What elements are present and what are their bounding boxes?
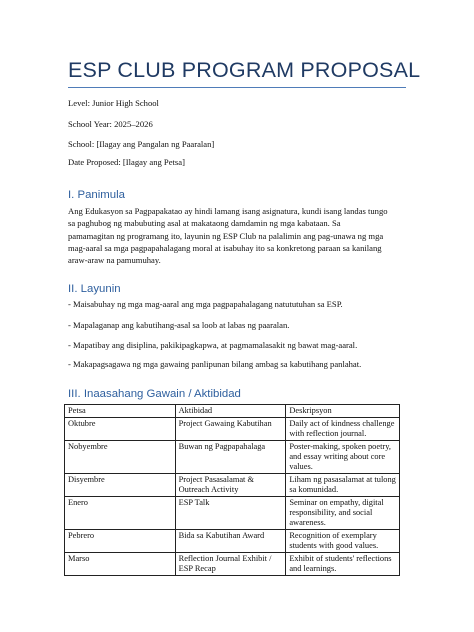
layunin-item: - Maisabuhay ng mga mag-aaral ang mga pagpapahalagang natututuhan sa ESP.: [68, 299, 343, 309]
panimula-line: Ang Edukasyon sa Pagpapakatao ay hindi lamang isang asignatura, kundi isang landas tungo: [68, 206, 388, 216]
cell-deskripsyon: Seminar on empathy, digital responsibility, and social awareness.: [286, 497, 400, 530]
table-row: [65, 530, 400, 553]
cell-petsa: Enero: [65, 497, 176, 530]
cell-petsa: Oktubre: [65, 418, 176, 441]
layunin-item: - Mapatibay ang disiplina, pakikipagkapwa, at pagmamalasakit ng bawat mag-aaral.: [68, 340, 358, 350]
meta-date-proposed: Date Proposed: [Ilagay ang Petsa]: [68, 157, 185, 167]
cell-deskripsyon: Liham ng pasasalamat at tulong sa komunidad.: [286, 474, 400, 497]
meta-school: School: [Ilagay ang Pangalan ng Paaralan]: [68, 139, 215, 149]
cell-aktibidad: Project Pasasalamat & Outreach Activity: [175, 474, 286, 497]
cell-aktibidad: Project Gawaing Kabutihan: [175, 418, 286, 441]
panimula-line: mag-aaral sa mga pagpapahalagang moral at isabuhay ito sa konkretong paraan sa kanilang: [68, 242, 382, 253]
title-rule: [68, 87, 406, 88]
table-row: [65, 441, 400, 474]
meta-level: Level: Junior High School: [68, 98, 159, 108]
meta-school-year: School Year: 2025–2026: [68, 119, 153, 129]
cell-aktibidad: Buwan ng Pagpapahalaga: [175, 441, 286, 474]
layunin-item: - Makapagsagawa ng mga gawaing panlipunan bilang ambag sa kabutihang panlahat.: [68, 359, 362, 369]
cell-aktibidad: ESP Talk: [175, 497, 286, 530]
table-header-row: [65, 405, 400, 418]
cell-deskripsyon: Recognition of exemplary students with good values.: [286, 530, 400, 553]
cell-petsa: Pebrero: [65, 530, 176, 553]
cell-petsa: Disyembre: [65, 474, 176, 497]
header-deskripsyon: Deskripsyon: [286, 405, 400, 418]
cell-aktibidad: Bida sa Kabutihan Award: [175, 530, 286, 553]
cell-deskripsyon: Exhibit of students' reflections and learnings.: [286, 553, 400, 576]
header-aktibidad: Aktibidad: [175, 405, 286, 418]
document-title: ESP CLUB PROGRAM PROPOSAL: [68, 58, 421, 82]
panimula-line: araw-araw na pamumuhay.: [68, 255, 161, 266]
layunin-item: - Mapalaganap ang kabutihang-asal sa loob at labas ng paaralan.: [68, 320, 290, 330]
cell-aktibidad: Reflection Journal Exhibit / ESP Recap: [175, 553, 286, 576]
table-row: [65, 418, 400, 441]
table-row: [65, 474, 400, 497]
activities-table: [64, 404, 400, 576]
cell-petsa: Marso: [65, 553, 176, 576]
heading-layunin: II. Layunin: [68, 283, 121, 295]
cell-petsa: Nobyembre: [65, 441, 176, 474]
heading-aktibidad: III. Inaasahang Gawain / Aktibidad: [68, 388, 241, 400]
panimula-paragraph: [68, 205, 408, 266]
cell-deskripsyon: Daily act of kindness challenge with reflection journal.: [286, 418, 400, 441]
header-petsa: Petsa: [65, 405, 176, 418]
table-row: [65, 497, 400, 530]
cell-deskripsyon: Poster-making, spoken poetry, and essay writing about core values.: [286, 441, 400, 474]
panimula-line: sa paghubog ng mabubuting asal at makataong damdamin ng mga kabataan. Sa: [68, 218, 341, 229]
table-row: [65, 553, 400, 576]
heading-panimula: I. Panimula: [68, 189, 125, 201]
panimula-line: pamamagitan ng programang ito, layunin ng ESP Club na palalimin ang pag-unawa ng mga: [68, 230, 384, 241]
